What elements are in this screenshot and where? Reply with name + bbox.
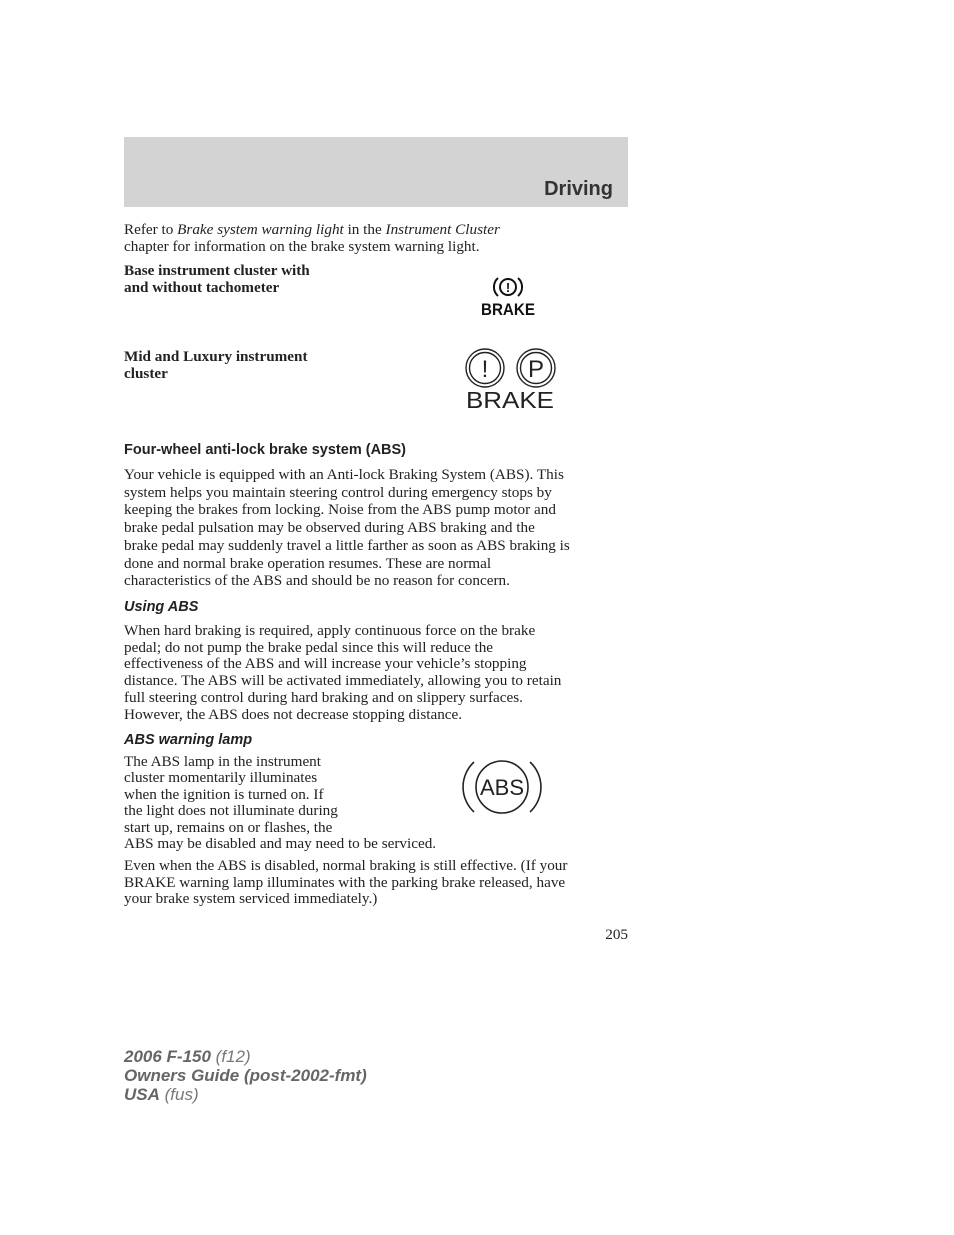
using-abs-paragraph: When hard braking is required, apply continuous force on the brake pedal; do not pump the brake pedal since this will reduce the effectiveness of the ABS and will increase your vehicle’s stopping distance. The ABS will be activated immediately, allowing you to retain full steering control during hard braking and on slippery surfaces. However, the ABS does not decrease stopping distance. bbox=[124, 622, 562, 723]
brake-park-warning-icon bbox=[460, 347, 560, 413]
intro-text: in the bbox=[343, 221, 386, 238]
abs-text: ABS bbox=[479, 775, 525, 800]
abs-heading: Four-wheel anti-lock brake system (ABS) bbox=[124, 442, 407, 458]
abs-lamp-heading: ABS warning lamp bbox=[124, 732, 253, 748]
abs-disabled-paragraph: Even when the ABS is disabled, normal braking is still effective. (If your BRAKE warning lamp illuminates with the parking brake released, have your brake system serviced immediately.) bbox=[124, 857, 568, 908]
footer-model-code: (f12) bbox=[210, 1047, 251, 1066]
abs-warning-icon bbox=[462, 756, 542, 818]
abs-paragraph: Your vehicle is equipped with an Anti-lock Braking System (ABS). This system helps you maintain steering control during emergency stops by keeping the brakes from locking. Noise from the ABS pump motor and brake pedal pulsation may be observed during ABS braking and the brake pedal may suddenly travel a little farther as soon as ABS braking is done and normal brake operation resumes. These are normal characteristics of the ABS and should be no reason for concern. bbox=[124, 466, 570, 590]
using-abs-heading: Using ABS bbox=[124, 599, 199, 615]
section-title: Driving bbox=[544, 178, 613, 200]
footer-region: USA bbox=[124, 1085, 160, 1104]
intro-text: Refer to bbox=[124, 221, 178, 238]
footer-model: 2006 F-150 bbox=[124, 1047, 211, 1066]
abs-lamp-paragraph: The ABS lamp in the instrument cluster momentarily illuminates when the ignition is turned on. If the light does not illuminate during start up, remains on or flashes, the ABS may be disabled and may need to be serviced. bbox=[124, 753, 437, 853]
exclaim-glyph: ! bbox=[481, 356, 489, 383]
intro-ref-brake-warning: Brake system warning light bbox=[177, 221, 344, 238]
document-footer bbox=[124, 1047, 367, 1104]
section-header-bar bbox=[124, 137, 628, 207]
park-glyph: P bbox=[527, 356, 545, 383]
intro-ref-instrument-cluster: Instrument Cluster bbox=[385, 221, 500, 238]
intro-paragraph bbox=[124, 221, 630, 255]
footer-region-code: (fus) bbox=[159, 1085, 199, 1104]
mid-cluster-label: Mid and Luxury instrument cluster bbox=[124, 348, 308, 382]
page-number: 205 bbox=[605, 926, 628, 943]
brake-warning-icon bbox=[476, 274, 540, 320]
base-cluster-label: Base instrument cluster with and without tachometer bbox=[124, 262, 310, 296]
exclaim-glyph: ! bbox=[505, 280, 511, 295]
brake-small-text: BRAKE bbox=[481, 300, 535, 319]
brake-large-text: BRAKE bbox=[466, 387, 554, 413]
footer-guide: Owners Guide (post-2002-fmt) bbox=[124, 1066, 367, 1085]
intro-text: chapter for information on the brake system warning light. bbox=[124, 238, 480, 255]
